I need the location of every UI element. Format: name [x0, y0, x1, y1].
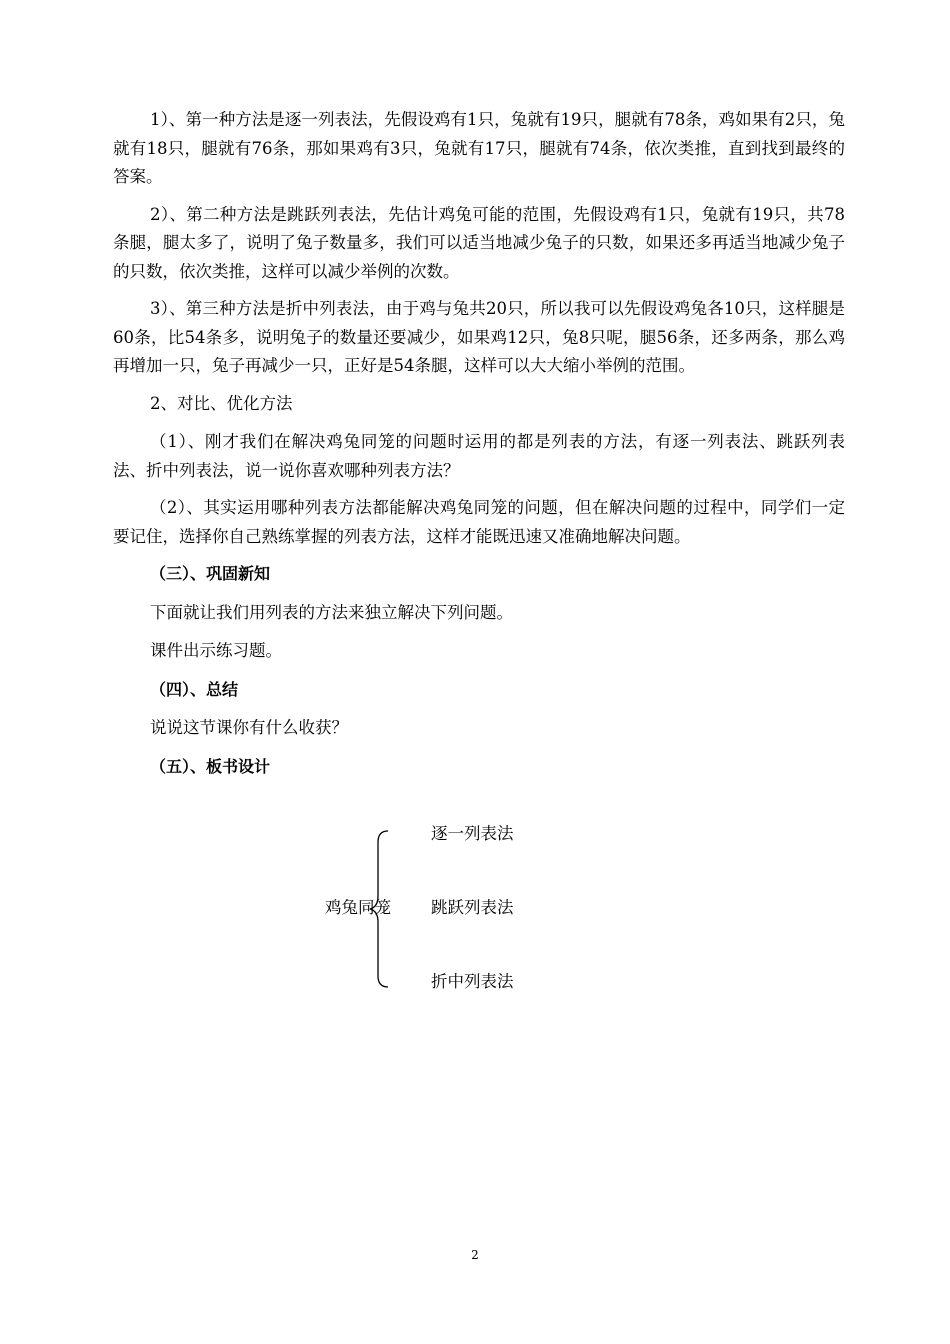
paragraph-compare-two: （2）、其实运用哪种列表方法都能解决鸡兔同笼的问题，但在解决问题的过程中，同学们一定要记住，选择你自己熟练掌握的列表方法，这样才能既迅速又准确地解决问题。	[113, 498, 845, 546]
left-brace	[368, 830, 392, 988]
paragraph-compare-title: 2、对比、优化方法	[150, 393, 293, 413]
paragraph-summary-question: 说说这节课你有什么收获？	[150, 718, 348, 737]
heading-summary: （四）、总结	[150, 679, 239, 699]
paragraph-method-two: 2）、第二种方法是跳跃列表法，先估计鸡兔可能的范围，先假设鸡有1只，兔就有19只，共78条腿，腿太多了，说明了兔子数量多，我们可以适当地减少兔子的只数，如果还多再适当地减少兔子的只数，依次类推，这样可以减少举例的次数。	[113, 204, 845, 281]
paragraph-practice-slide: 课件出示练习题。	[150, 641, 282, 660]
board-item-compromise: 折中列表法	[431, 972, 514, 991]
heading-consolidate: （三）、巩固新知	[150, 564, 271, 583]
board-item-jump: 跳跃列表法	[431, 898, 514, 917]
paragraph-practice-intro: 下面就让我们用列表的方法来独立解决下列问题。	[150, 602, 513, 622]
paragraph-compare-one: （1）、刚才我们在解决鸡兔同笼的问题时运用的都是列表的方法，有逐一列表法、跳跃列表法、折中列表法，说一说你喜欢哪种列表方法？	[113, 432, 845, 480]
heading-board-design: （五）、板书设计	[150, 756, 271, 776]
paragraph-method-one: 1）、第一种方法是逐一列表法，先假设鸡有1只，兔就有19只，腿就有78条，鸡如果有2只，兔就有18只，腿就有76条，那如果鸡有3只，兔就有17只，腿就有74条，依次类推，直到找到最终的答案。	[113, 110, 845, 186]
board-center-label: 鸡兔同笼	[325, 898, 391, 917]
page-number: 2	[471, 1248, 479, 1262]
paragraph-method-three: 3）、第三种方法是折中列表法，由于鸡与兔共20只，所以我可以先假设鸡兔各10只，这样腿是60条，比54条多，说明兔子的数量还要减少，如果鸡12只，兔8只呢，腿56条，还多两条，那么鸡再增加一只，兔子再减少一只，正好是54条腿，这样可以大大缩小举例的范围。	[113, 299, 845, 375]
board-item-sequential: 逐一列表法	[431, 824, 514, 843]
